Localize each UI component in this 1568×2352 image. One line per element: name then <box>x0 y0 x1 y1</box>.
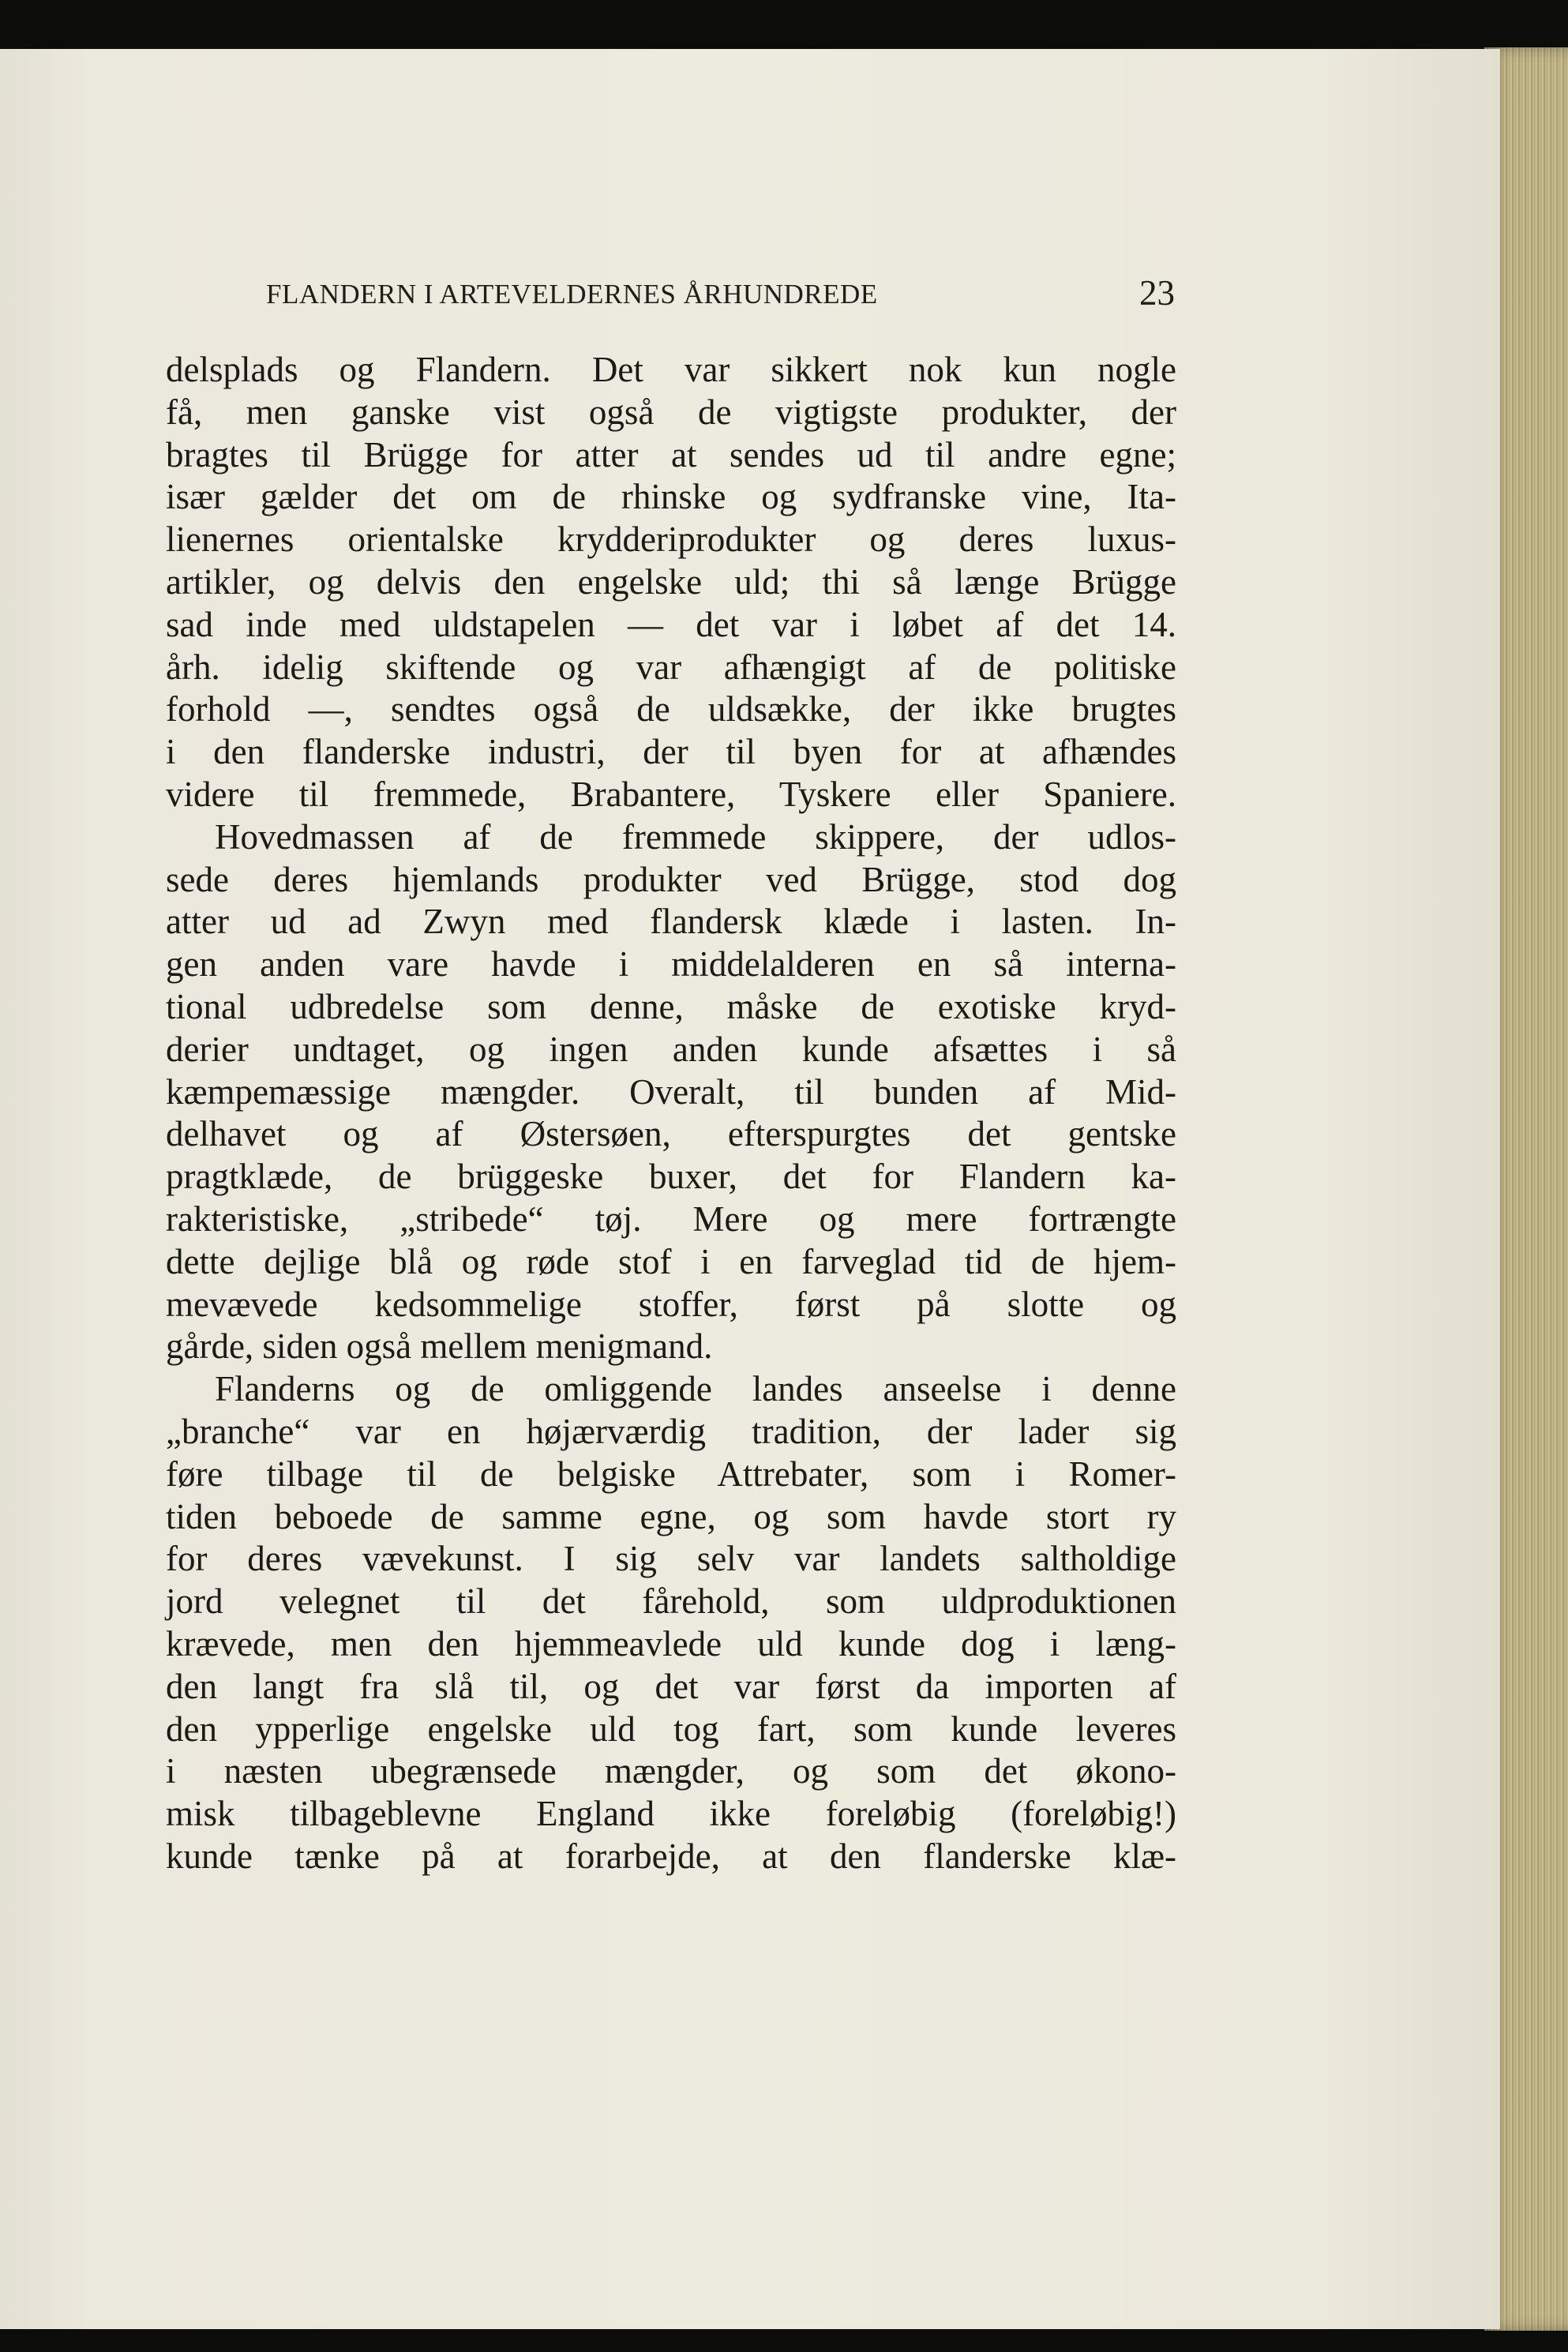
text-line: mevævede kedsommelige stoffer, først på slotte og <box>166 1284 1176 1324</box>
body-text <box>166 349 1176 1878</box>
text-line: få, men ganske vist også de vigtigste produkter, der <box>166 392 1176 432</box>
text-line: sad inde med uldstapelen — det var i løbet af det 14. <box>166 604 1176 644</box>
text-line: Hovedmassen af de fremmede skippere, der udlos- <box>215 816 1176 857</box>
text-line: misk tilbageblevne England ikke foreløbig (foreløbig!) <box>166 1794 1176 1834</box>
text-line: Flanderns og de omliggende landes anseelse i denne <box>215 1369 1176 1409</box>
text-line: dette dejlige blå og røde stof i en farveglad tid de hjem- <box>166 1241 1176 1281</box>
text-line: i den flanderske industri, der til byen for at afhændes <box>166 732 1176 772</box>
running-head <box>263 272 1175 320</box>
running-title: FLANDERN I ARTEVELDERNES ÅRHUNDREDE <box>266 279 878 309</box>
text-line: i næsten ubegrænsede mængder, og som det økono- <box>166 1751 1176 1791</box>
text-line: den ypperlige engelske uld tog fart, som kunde leveres <box>166 1709 1176 1749</box>
text-line: krævede, men den hjemmeavlede uld kunde dog i læng- <box>166 1623 1176 1664</box>
text-line: artikler, og delvis den engelske uld; thi så længe Brügge <box>166 561 1176 602</box>
text-line: delhavet og af Østersøen, efterspurgtes det gentske <box>166 1114 1176 1154</box>
text-line: føre tilbage til de belgiske Attrebater, som i Romer- <box>166 1454 1176 1494</box>
text-line: jord velegnet til det fårehold, som uldproduktionen <box>166 1581 1176 1622</box>
text-line: især gælder det om de rhinske og sydfranske vine, Ita- <box>166 477 1176 517</box>
text-line: bragtes til Brügge for atter at sendes ud til andre egne; <box>166 434 1176 475</box>
text-line: lienernes orientalske krydderiprodukter og deres luxus- <box>166 520 1176 560</box>
text-line: atter ud ad Zwyn med flandersk klæde i lasten. In- <box>166 902 1176 942</box>
text-line: rakteristiske, „stribede“ tøj. Mere og mere fortrængte <box>166 1199 1176 1239</box>
text-line: pragtklæde, de brüggeske buxer, det for Flandern ka- <box>166 1157 1176 1197</box>
text-line: for deres vævekunst. I sig selv var landets saltholdige <box>166 1539 1176 1579</box>
text-line: videre til fremmede, Brabantere, Tyskere eller Spaniere. <box>166 774 1176 814</box>
text-line: gårde, siden også mellem menigmand. <box>166 1326 713 1367</box>
text-line: sede deres hjemlands produkter ved Brügge, stod dog <box>166 859 1176 899</box>
text-line: forhold —, sendtes også de uldsække, der ikke brugtes <box>166 689 1176 730</box>
text-line: delsplads og Flandern. Det var sikkert nok kun nogle <box>166 350 1176 389</box>
text-line: tional udbredelse som denne, måske de exotiske kryd- <box>166 986 1176 1026</box>
page-number: 23 <box>1139 273 1175 313</box>
text-line: tiden beboede de samme egne, og som havde stort ry <box>166 1496 1176 1536</box>
text-line: kæmpemæssige mængder. Overalt, til bunden af Mid- <box>166 1071 1176 1112</box>
text-line: kunde tænke på at forarbejde, at den flanderske klæ- <box>166 1836 1176 1876</box>
text-line: gen anden vare havde i middelalderen en så interna- <box>166 944 1176 985</box>
text-line: derier undtaget, og ingen anden kunde afsættes i så <box>166 1029 1176 1069</box>
text-line: den langt fra slå til, og det var først da importen af <box>166 1666 1176 1706</box>
text-line: årh. idelig skiftende og var afhængigt af de politiske <box>166 647 1176 687</box>
text-line: „branche“ var en højærværdig tradition, der lader sig <box>166 1411 1176 1451</box>
